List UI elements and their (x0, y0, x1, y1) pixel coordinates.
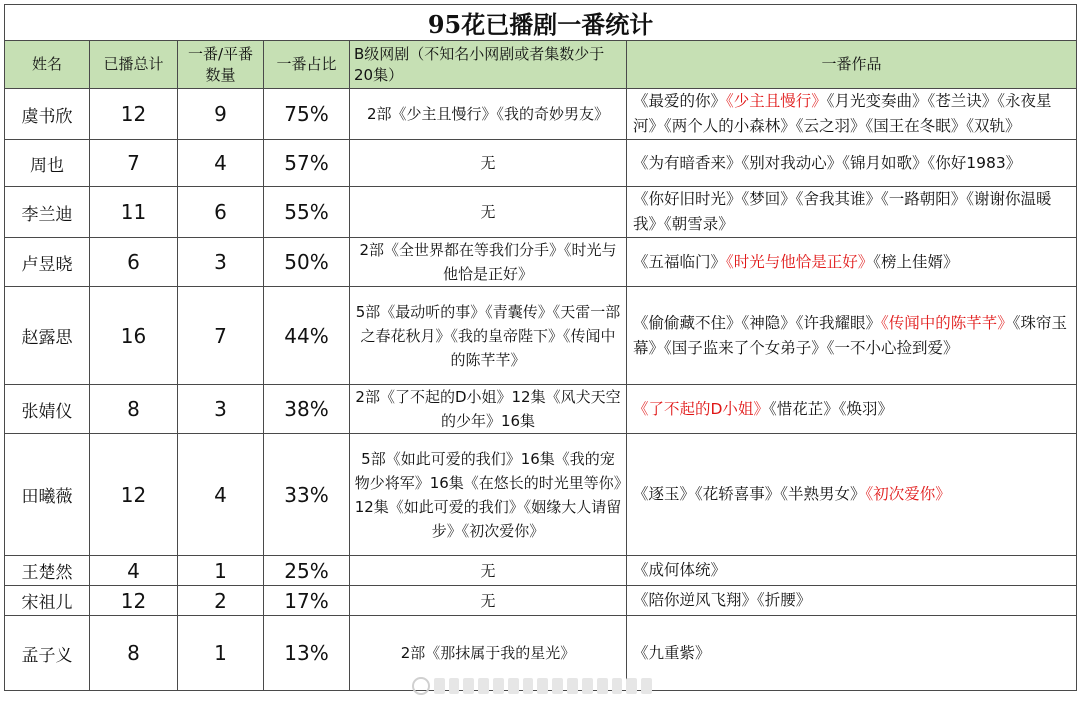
lead-count-cell: 4 (178, 434, 264, 556)
lead-count-cell: 2 (178, 586, 264, 616)
b-drama-cell: 2部《了不起的D小姐》12集《风犬天空的少年》16集 (350, 385, 627, 434)
works-cell (627, 434, 1077, 556)
name-cell: 赵露思 (5, 287, 90, 385)
work-text: 《成何体统》 (633, 561, 727, 579)
total-cell: 4 (90, 556, 178, 586)
ratio-cell: 38% (264, 385, 350, 434)
works-cell (627, 385, 1077, 434)
work-text: 《你好旧时光》《梦回》《舍我其谁》《一路朝阳》《谢谢你温暖我》《朝雪录》 (633, 190, 1052, 233)
table-row (5, 434, 1077, 556)
highlighted-work: 《时光与他恰是正好》 (726, 252, 874, 271)
page-title: 95花已播剧一番统计 (5, 5, 1077, 41)
watermark-mark (552, 678, 563, 694)
work-text: 《珠帘玉幕》《国子监来了个女弟子》《一不小心捡到爱》 (633, 313, 1068, 357)
lead-count-cell: 3 (178, 385, 264, 434)
watermark-mark (508, 678, 519, 694)
work-text: 《为有暗香来》《别对我动心》《锦月如歌》《你好1983》 (633, 153, 1022, 172)
b-drama-cell: 无 (350, 556, 627, 586)
name-cell: 孟子义 (5, 616, 90, 691)
ratio-cell: 44% (264, 287, 350, 385)
works-cell (627, 556, 1077, 586)
highlighted-work: 《初次爱你》 (865, 485, 951, 503)
highlighted-work: 《了不起的D小姐》 (633, 399, 769, 418)
work-text: 《榜上佳婿》 (873, 252, 959, 271)
work-text: 《最爱的你》 (633, 92, 727, 110)
table-row (5, 140, 1077, 187)
b-drama-cell: 2部《少主且慢行》《我的奇妙男友》 (350, 89, 627, 140)
table-row (5, 89, 1077, 140)
highlighted-work: 《传闻中的陈芊芊》 (881, 313, 1013, 332)
b-drama-cell: 无 (350, 586, 627, 616)
ratio-cell: 50% (264, 238, 350, 287)
table-row (5, 287, 1077, 385)
b-drama-cell: 2部《全世界都在等我们分手》《时光与他恰是正好》 (350, 238, 627, 287)
total-cell: 12 (90, 586, 178, 616)
works-cell (627, 238, 1077, 287)
ratio-cell: 55% (264, 187, 350, 238)
title-row (5, 5, 1077, 41)
lead-count-cell: 1 (178, 556, 264, 586)
b-drama-cell: 无 (350, 187, 627, 238)
total-cell: 12 (90, 434, 178, 556)
watermark-mark (537, 678, 548, 694)
lead-count-cell: 1 (178, 616, 264, 691)
watermark-mark (434, 678, 445, 694)
header-ratio: 一番占比 (264, 41, 350, 89)
works-cell (627, 89, 1077, 140)
name-cell: 周也 (5, 140, 90, 187)
b-drama-cell: 5部《如此可爱的我们》16集《我的宠物少将军》16集《在悠长的时光里等你》12集《如此可爱的我们》《姻缘大人请留步》《初次爱你》 (350, 434, 627, 556)
name-cell: 卢昱晓 (5, 238, 90, 287)
watermark-mark (641, 678, 652, 694)
ratio-cell: 75% (264, 89, 350, 140)
lead-count-cell: 3 (178, 238, 264, 287)
lead-count-cell: 9 (178, 89, 264, 140)
b-drama-cell: 2部《那抹属于我的星光》 (350, 616, 627, 691)
header-row (5, 41, 1077, 89)
work-text: 《惜花芷》《焕羽》 (768, 399, 893, 418)
total-cell: 12 (90, 89, 178, 140)
work-text: 《偷偷藏不住》《神隐》《许我耀眼》 (633, 313, 882, 332)
b-drama-cell: 5部《最动听的事》《青囊传》《天雷一部之春花秋月》《我的皇帝陛下》《传闻中的陈芊芊》 (350, 287, 627, 385)
highlighted-work: 《少主且慢行》 (726, 92, 827, 110)
total-cell: 11 (90, 187, 178, 238)
works-cell (627, 586, 1077, 616)
watermark-mark (478, 678, 489, 694)
header-total: 已播总计 (90, 41, 178, 89)
b-drama-cell: 无 (350, 140, 627, 187)
table-row (5, 586, 1077, 616)
table-row (5, 187, 1077, 238)
table-row (5, 385, 1077, 434)
work-text: 《月光变奏曲》《苍兰诀》《永夜星河》《两个人的小森林》《云之羽》《国王在冬眠》《双轨》 (633, 92, 1052, 135)
total-cell: 8 (90, 385, 178, 434)
watermark-mark (582, 678, 593, 694)
watermark-mark (626, 678, 637, 694)
watermark-mark (449, 678, 460, 694)
table-body (5, 5, 1077, 691)
total-cell: 6 (90, 238, 178, 287)
watermark-mark (523, 678, 534, 694)
watermark-mark (567, 678, 578, 694)
header-works: 一番作品 (627, 41, 1077, 89)
name-cell: 宋祖儿 (5, 586, 90, 616)
stats-table (4, 4, 1077, 691)
lead-count-cell: 7 (178, 287, 264, 385)
works-cell (627, 140, 1077, 187)
watermark-mark (612, 678, 623, 694)
name-cell: 李兰迪 (5, 187, 90, 238)
table-row (5, 238, 1077, 287)
total-cell: 7 (90, 140, 178, 187)
watermark-logo-icon (412, 677, 430, 695)
works-cell (627, 616, 1077, 691)
watermark-mark (463, 678, 474, 694)
work-text: 《逐玉》《花轿喜事》《半熟男女》 (633, 485, 866, 503)
header-lead-count: 一番/平番数量 (178, 41, 264, 89)
name-cell: 张婧仪 (5, 385, 90, 434)
watermark (412, 675, 652, 697)
work-text: 《五福临门》 (633, 252, 727, 271)
name-cell: 田曦薇 (5, 434, 90, 556)
ratio-cell: 33% (264, 434, 350, 556)
name-cell: 虞书欣 (5, 89, 90, 140)
total-cell: 8 (90, 616, 178, 691)
ratio-cell: 57% (264, 140, 350, 187)
header-name: 姓名 (5, 41, 90, 89)
works-cell (627, 187, 1077, 238)
lead-count-cell: 6 (178, 187, 264, 238)
works-cell (627, 287, 1077, 385)
work-text: 《九重紫》 (633, 643, 711, 662)
watermark-mark (493, 678, 504, 694)
header-b-drama: B级网剧（不知名小网剧或者集数少于20集） (350, 41, 627, 89)
total-cell: 16 (90, 287, 178, 385)
ratio-cell: 13% (264, 616, 350, 691)
ratio-cell: 25% (264, 556, 350, 586)
ratio-cell: 17% (264, 586, 350, 616)
stats-sheet (4, 4, 1076, 691)
name-cell: 王楚然 (5, 556, 90, 586)
lead-count-cell: 4 (178, 140, 264, 187)
watermark-mark (597, 678, 608, 694)
work-text: 《陪你逆风飞翔》《折腰》 (633, 591, 812, 609)
table-row (5, 556, 1077, 586)
